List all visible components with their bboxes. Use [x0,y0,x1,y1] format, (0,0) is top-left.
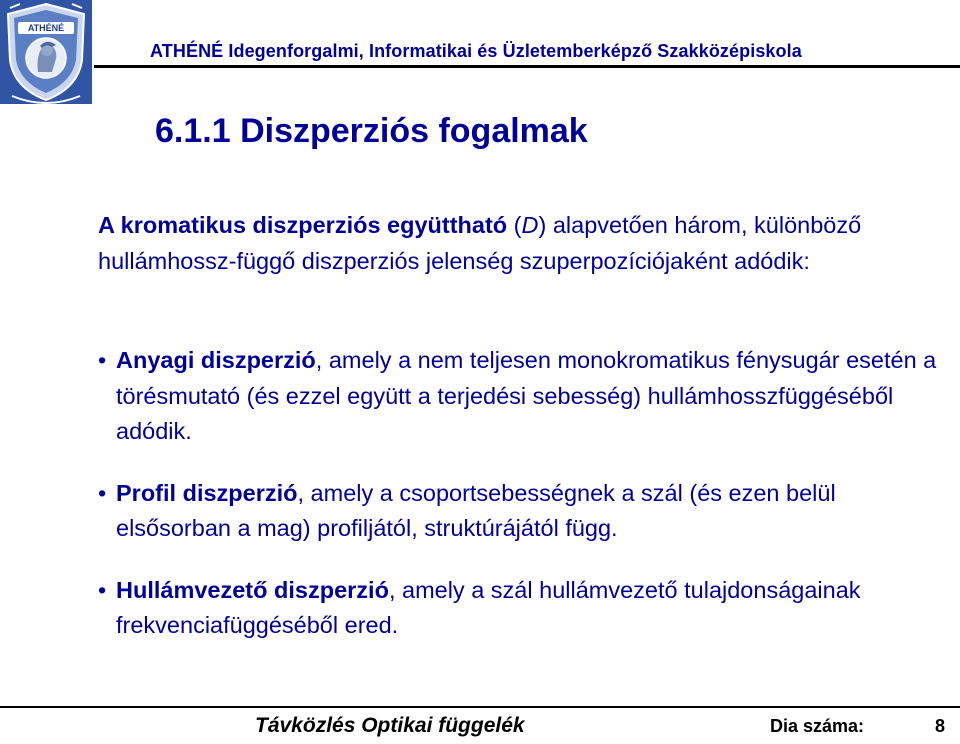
bullet-list [98,343,948,644]
footer-divider [0,706,960,708]
slide-title: 6.1.1 Diszperziós fogalmak [155,112,588,150]
footer-title: Távközlés Optikai függelék [255,714,525,737]
bullet-dot-icon: • [98,479,107,506]
intro-symbol: D [521,212,539,238]
bullet-text: , amely a szál hullámvezető tulajdonságainak frekvenciafüggéséből ered. [116,576,861,638]
header-divider [94,65,960,68]
list-item [98,573,948,644]
bullet-dot-icon: • [98,347,107,373]
intro-symbol-open: ( [507,212,522,238]
list-item [98,476,948,547]
bullet-dot-icon: • [98,576,107,603]
slide-number-label: Dia száma: [770,716,865,736]
logo-text: ATHÉNÉ [27,23,65,33]
school-logo [0,0,92,104]
bullet-term: Anyagi diszperzió [116,347,316,373]
bullet-term: Hullámvezető diszperzió [116,576,389,603]
intro-paragraph [98,207,908,279]
intro-rest: ) alapvetően három, különböző hullámhossz-függő diszperziós jelenség szuperpozíciójaként adódik: [98,212,862,274]
bullet-text: , amely a csoportsebességnek a szál (és ezen belül elsősorban a mag) profiljától, struktúrájától függ. [116,479,836,541]
school-name: ATHÉNÉ Idegenforgalmi, Informatikai és Üzletemberképző Szakközépiskola [150,41,802,61]
bullet-term: Profil diszperzió [116,479,298,506]
intro-bold-term: A kromatikus diszperziós együttható [98,212,508,238]
bullet-text: , amely a nem teljesen monokromatikus fénysugár esetén a törésmutató (és ezzel együtt a terjedési sebesség) hullámhosszfüggéséből adódik. [116,347,937,444]
slide-number: 8 [935,716,946,736]
list-item [98,343,948,450]
school-crest-icon [0,0,92,104]
